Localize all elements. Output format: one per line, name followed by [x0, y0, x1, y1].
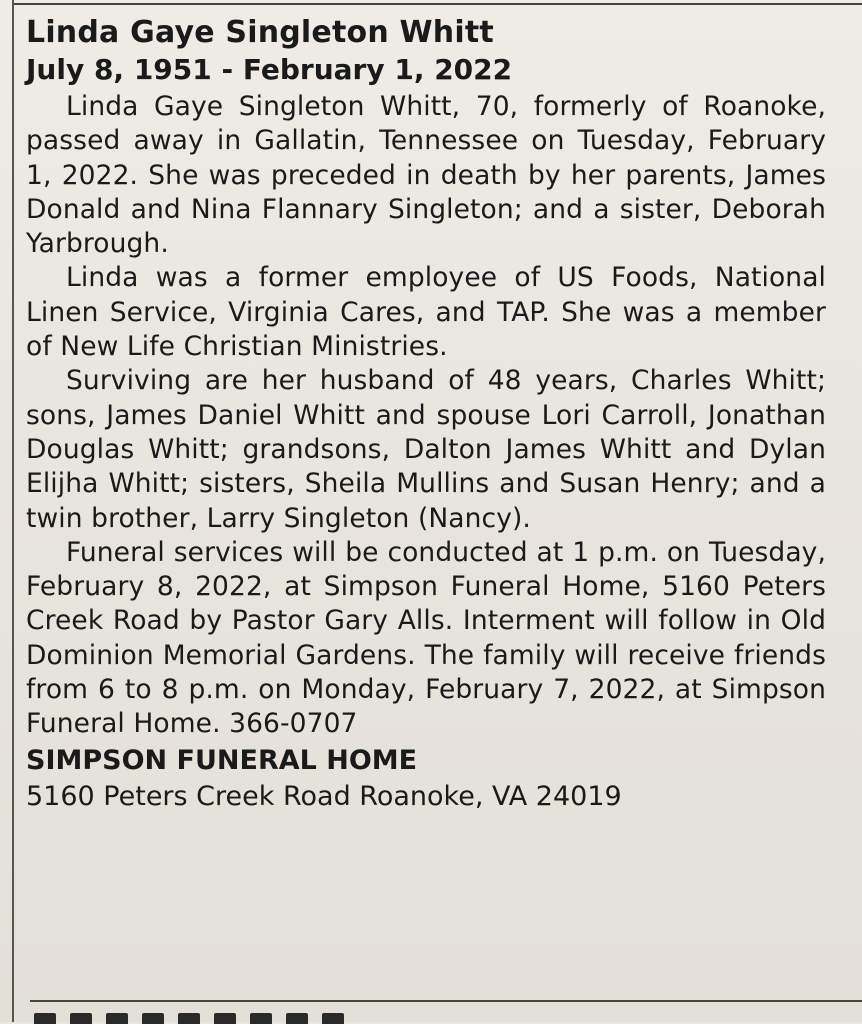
bottom-rule — [30, 1000, 862, 1002]
obituary-paragraph: Linda Gaye Singleton Whitt, 70, formerly of Roanoke, passed away in Gallatin, Tennessee on Tuesday, February 1, 2022. She was preceded in death by her parents, James Donald and Nina Flannary Singleton; and a sister, Deborah Yarbrough. — [26, 91, 826, 260]
top-rule — [14, 3, 862, 5]
funeral-home-address: 5160 Peters Creek Road Roanoke, VA 24019 — [26, 780, 622, 812]
obituary-article — [26, 14, 826, 816]
funeral-home-name: SIMPSON FUNERAL HOME — [26, 744, 418, 776]
obituary-paragraph: Surviving are her husband of 48 years, Charles Whitt; sons, James Daniel Whitt and spouse Lori Carroll, Jonathan Douglas Whitt; grandsons, Dalton James Whitt and Dylan Elijha Whitt; sisters, Sheila Mullins and Susan Henry; and a twin brother, Larry Singleton (Nancy). — [26, 365, 826, 534]
obituary-paragraph: Funeral services will be conducted at 1 p.m. on Tuesday, February 8, 2022, at Simpson Funeral Home, 5160 Peters Creek Road by Pastor Gary Alls. Interment will follow in Old Dominion Memorial Gardens. The family will receive friends from 6 to 8 p.m. on Monday, February 7, 2022, at Simpson Funeral Home. 366-0707 — [26, 536, 826, 740]
column-rule — [12, 0, 14, 1022]
obituary-name: Linda Gaye Singleton Whitt — [26, 15, 494, 50]
obituary-dates: July 8, 1951 - February 1, 2022 — [26, 53, 513, 86]
obituary-paragraph: Linda was a former employee of US Foods, National Linen Service, Virginia Cares, and TAP. She was a member of New Life Christian Ministries. — [26, 262, 826, 363]
